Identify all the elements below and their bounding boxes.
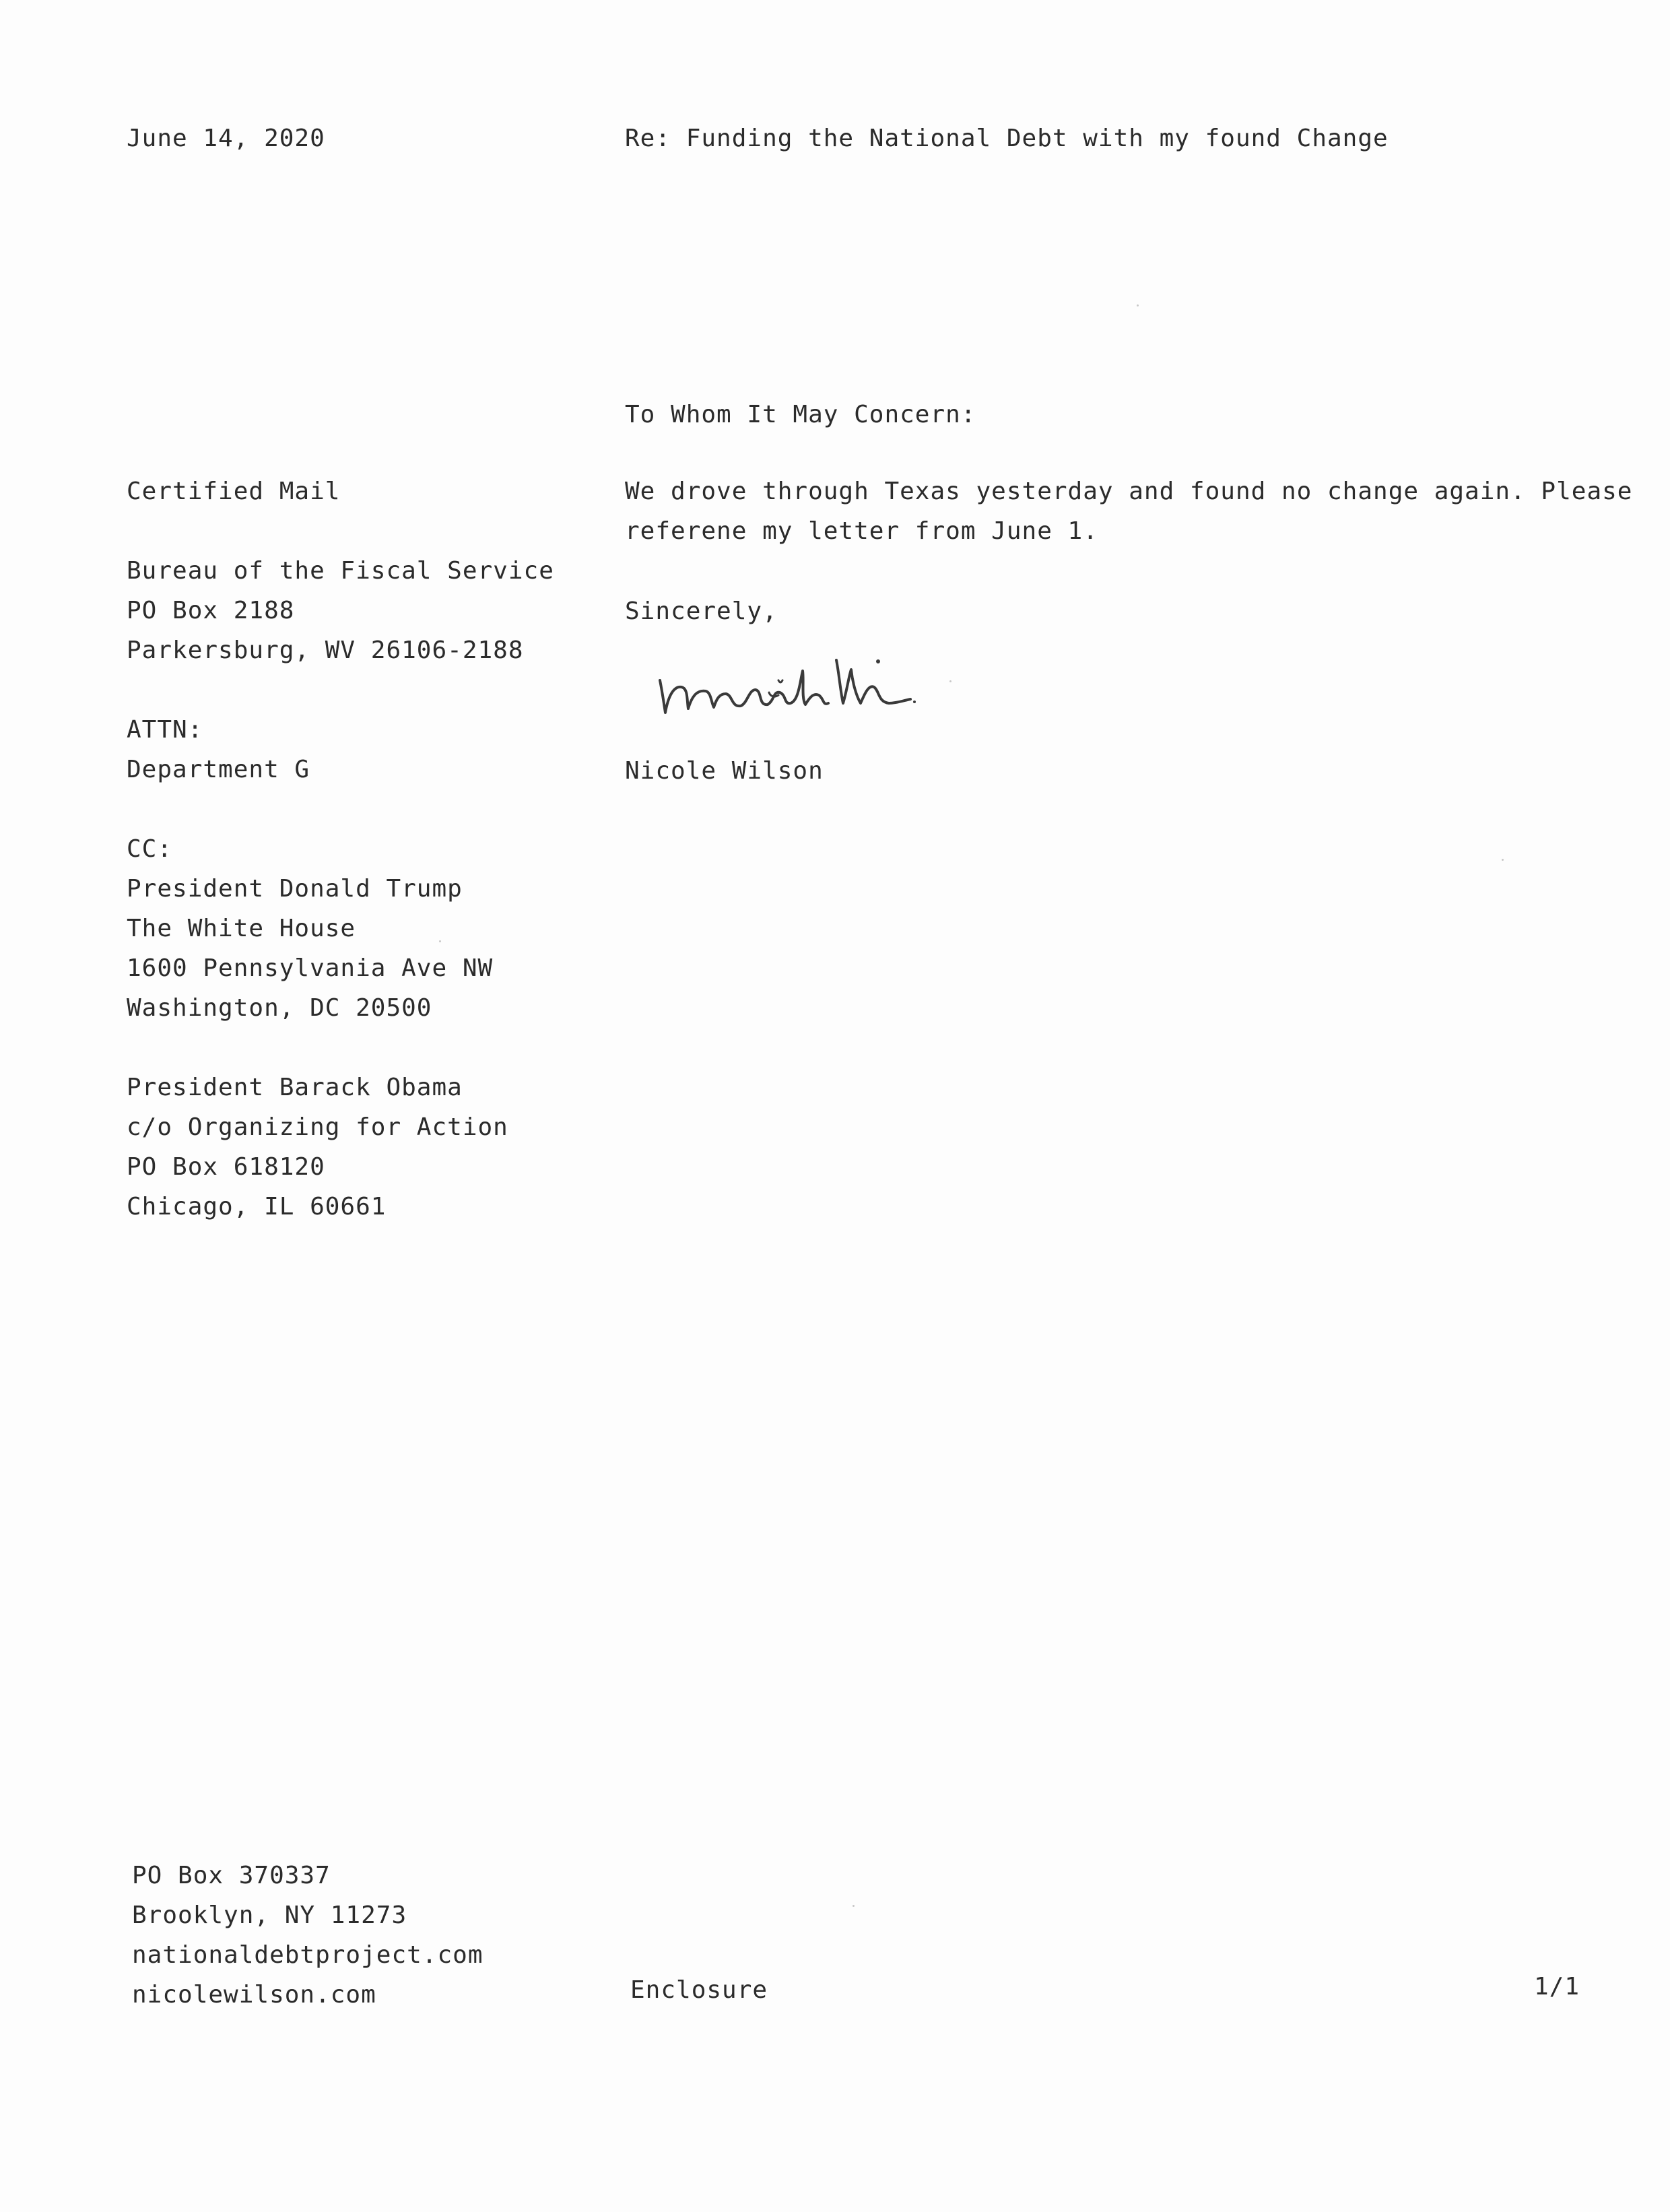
enclosure-note: Enclosure <box>630 1976 768 2004</box>
scan-speck <box>1137 304 1139 306</box>
salutation: To Whom It May Concern: <box>625 401 976 428</box>
cc-address-line: 1600 Pennsylvania Ave NW <box>127 954 494 982</box>
body-line: referene my letter from June 1. <box>625 517 1098 545</box>
cc-address-line: Washington, DC 20500 <box>127 994 432 1022</box>
page-number: 1/1 <box>1534 1973 1580 2000</box>
delivery-method: Certified Mail <box>127 478 341 505</box>
cc-address-line: The White House <box>127 915 356 942</box>
handwritten-signature-icon <box>646 633 956 727</box>
recipient-column <box>127 471 554 1227</box>
scan-speck <box>949 680 951 682</box>
recipient-address-line: Bureau of the Fiscal Service <box>127 557 554 585</box>
recipient-address-line: Parkersburg, WV 26106-2188 <box>127 637 524 664</box>
sender-website-link: nicolewilson.com <box>132 1981 376 2009</box>
body-line: We drove through Texas yesterday and found no change again. Please <box>625 478 1633 505</box>
attn-value: Department G <box>127 756 310 783</box>
signer-name: Nicole Wilson <box>625 757 824 785</box>
closing: Sincerely, <box>625 597 778 625</box>
cc-address-line: President Donald Trump <box>127 875 463 903</box>
cc-address-line: President Barack Obama <box>127 1074 463 1101</box>
cc-address-line: c/o Organizing for Action <box>127 1113 508 1141</box>
cc-address-line: Chicago, IL 60661 <box>127 1193 387 1221</box>
letter-subject: Re: Funding the National Debt with my found Change <box>625 125 1389 152</box>
sender-website-link: nationaldebtproject.com <box>132 1941 483 1969</box>
letter-body <box>625 471 1632 551</box>
recipient-address-line: PO Box 2188 <box>127 597 295 624</box>
scan-speck <box>1502 859 1504 861</box>
letter-date: June 14, 2020 <box>127 125 325 152</box>
attn-label: ATTN: <box>127 716 203 744</box>
sender-address-line: Brooklyn, NY 11273 <box>132 1901 407 1929</box>
cc-label: CC: <box>127 835 173 863</box>
scan-speck <box>853 1905 855 1907</box>
scan-speck <box>439 940 441 942</box>
sender-address <box>132 1856 483 2015</box>
sender-address-line: PO Box 370337 <box>132 1862 331 1889</box>
cc-address-line: PO Box 618120 <box>127 1153 325 1181</box>
